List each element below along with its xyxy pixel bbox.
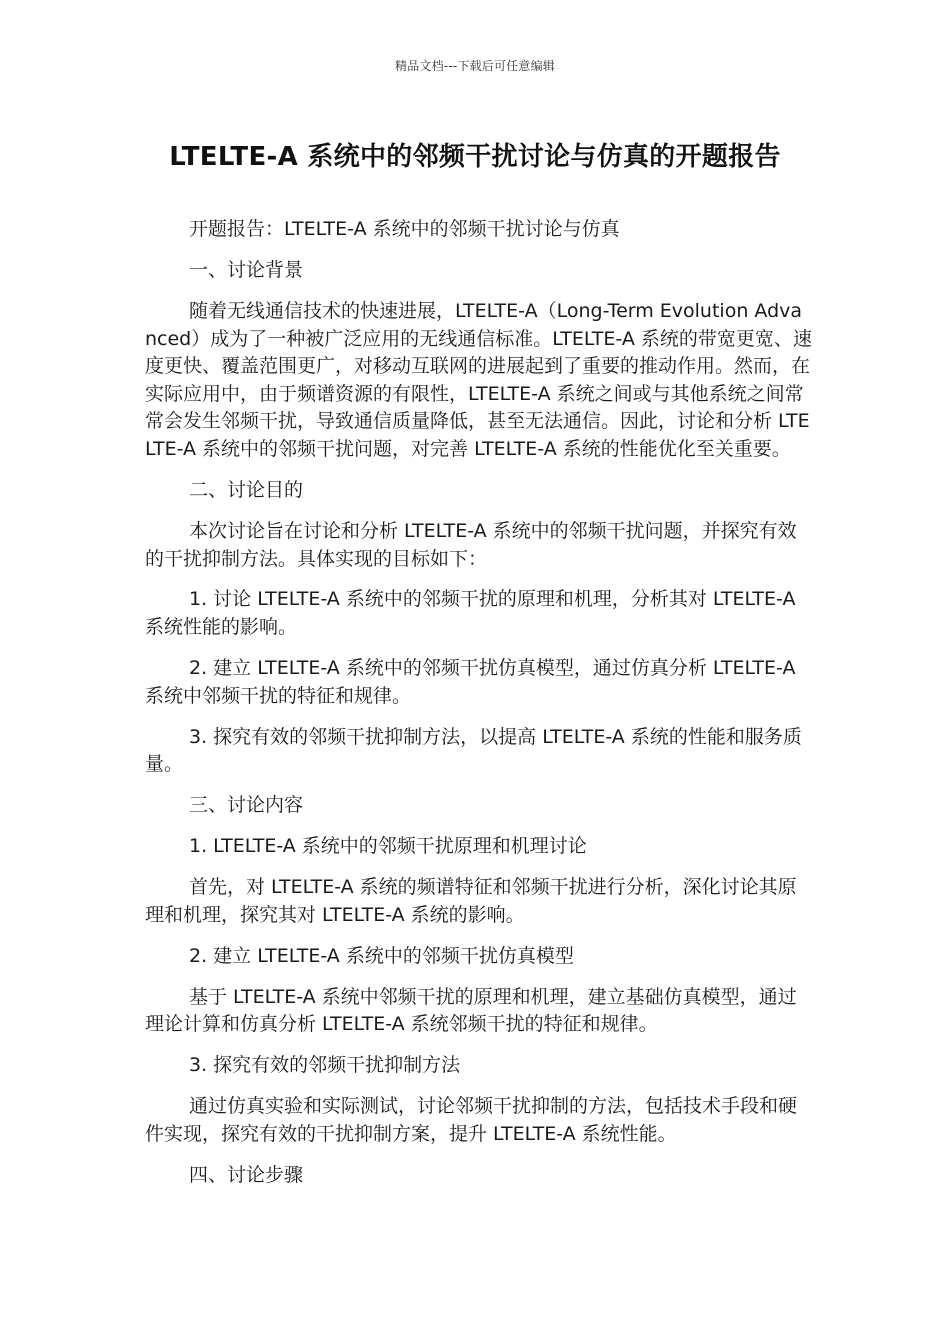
section-heading-content: 三、讨论内容	[189, 794, 304, 817]
goal-item-1: 1. 讨论 LTELTE-A 系统中的邻频干扰的原理和机理，分析其对 LTELTE-A 系统性能的影响。	[145, 588, 796, 639]
goal-item-3: 3. 探究有效的邻频干扰抑制方法，以提高 LTELTE-A 系统的性能和服务质量。	[145, 725, 802, 776]
section-heading-steps: 四、讨论步骤	[189, 1163, 304, 1186]
header-note: 精品文档---下载后可任意编辑	[395, 59, 555, 73]
document-title: LTELTE-A 系统中的邻频干扰讨论与仿真的开题报告	[169, 142, 781, 172]
intro-line: 开题报告：LTELTE-A 系统中的邻频干扰讨论与仿真	[189, 218, 620, 240]
purpose-paragraph: 本次讨论旨在讨论和分析 LTELTE-A 系统中的邻频干扰问题，并探究有效的干扰抑制方法。具体实现的目标如下：	[145, 519, 797, 570]
background-paragraph: 随着无线通信技术的快速进展，LTELTE-A（Long-Term Evolution Advanced）成为了一种被广泛应用的无线通信标准。LTELTE-A 系统的带宽更宽、速度更快、覆盖范围更广，对移动互联网的进展起到了重要的推动作用。然而，在实际应用中，由于频谱资源的有限性，LTELTE-A 系统之间或与其他系统之间常常会发生邻频干扰，导致通信质量降低，甚至无法通信。因此，讨论和分析 LTELTE-A 系统中的邻频干扰问题，对完善 LTELTE-A 系统的性能优化至关重要。	[145, 299, 812, 460]
document-body	[145, 216, 813, 1203]
section-heading-purpose: 二、讨论目的	[189, 478, 304, 501]
content-paragraph-2: 基于 LTELTE-A 系统中邻频干扰的原理和机理，建立基础仿真模型，通过理论计算和仿真分析 LTELTE-A 系统邻频干扰的特征和规律。	[145, 985, 797, 1036]
content-subheading-3: 3. 探究有效的邻频干扰抑制方法	[189, 1054, 461, 1077]
content-subheading-2: 2. 建立 LTELTE-A 系统中的邻频干扰仿真模型	[189, 944, 574, 967]
content-paragraph-1: 首先，对 LTELTE-A 系统的频谱特征和邻频干扰进行分析，深化讨论其原理和机理，探究其对 LTELTE-A 系统的影响。	[145, 876, 797, 926]
goal-item-2: 2. 建立 LTELTE-A 系统中的邻频干扰仿真模型，通过仿真分析 LTELTE-A 系统中邻频干扰的特征和规律。	[145, 657, 796, 707]
content-paragraph-3: 通过仿真实验和实际测试，讨论邻频干扰抑制的方法，包括技术手段和硬件实现，探究有效的干扰抑制方案，提升 LTELTE-A 系统性能。	[145, 1095, 798, 1145]
section-heading-background: 一、讨论背景	[189, 258, 304, 281]
content-subheading-1: 1. LTELTE-A 系统中的邻频干扰原理和机理讨论	[189, 835, 587, 858]
